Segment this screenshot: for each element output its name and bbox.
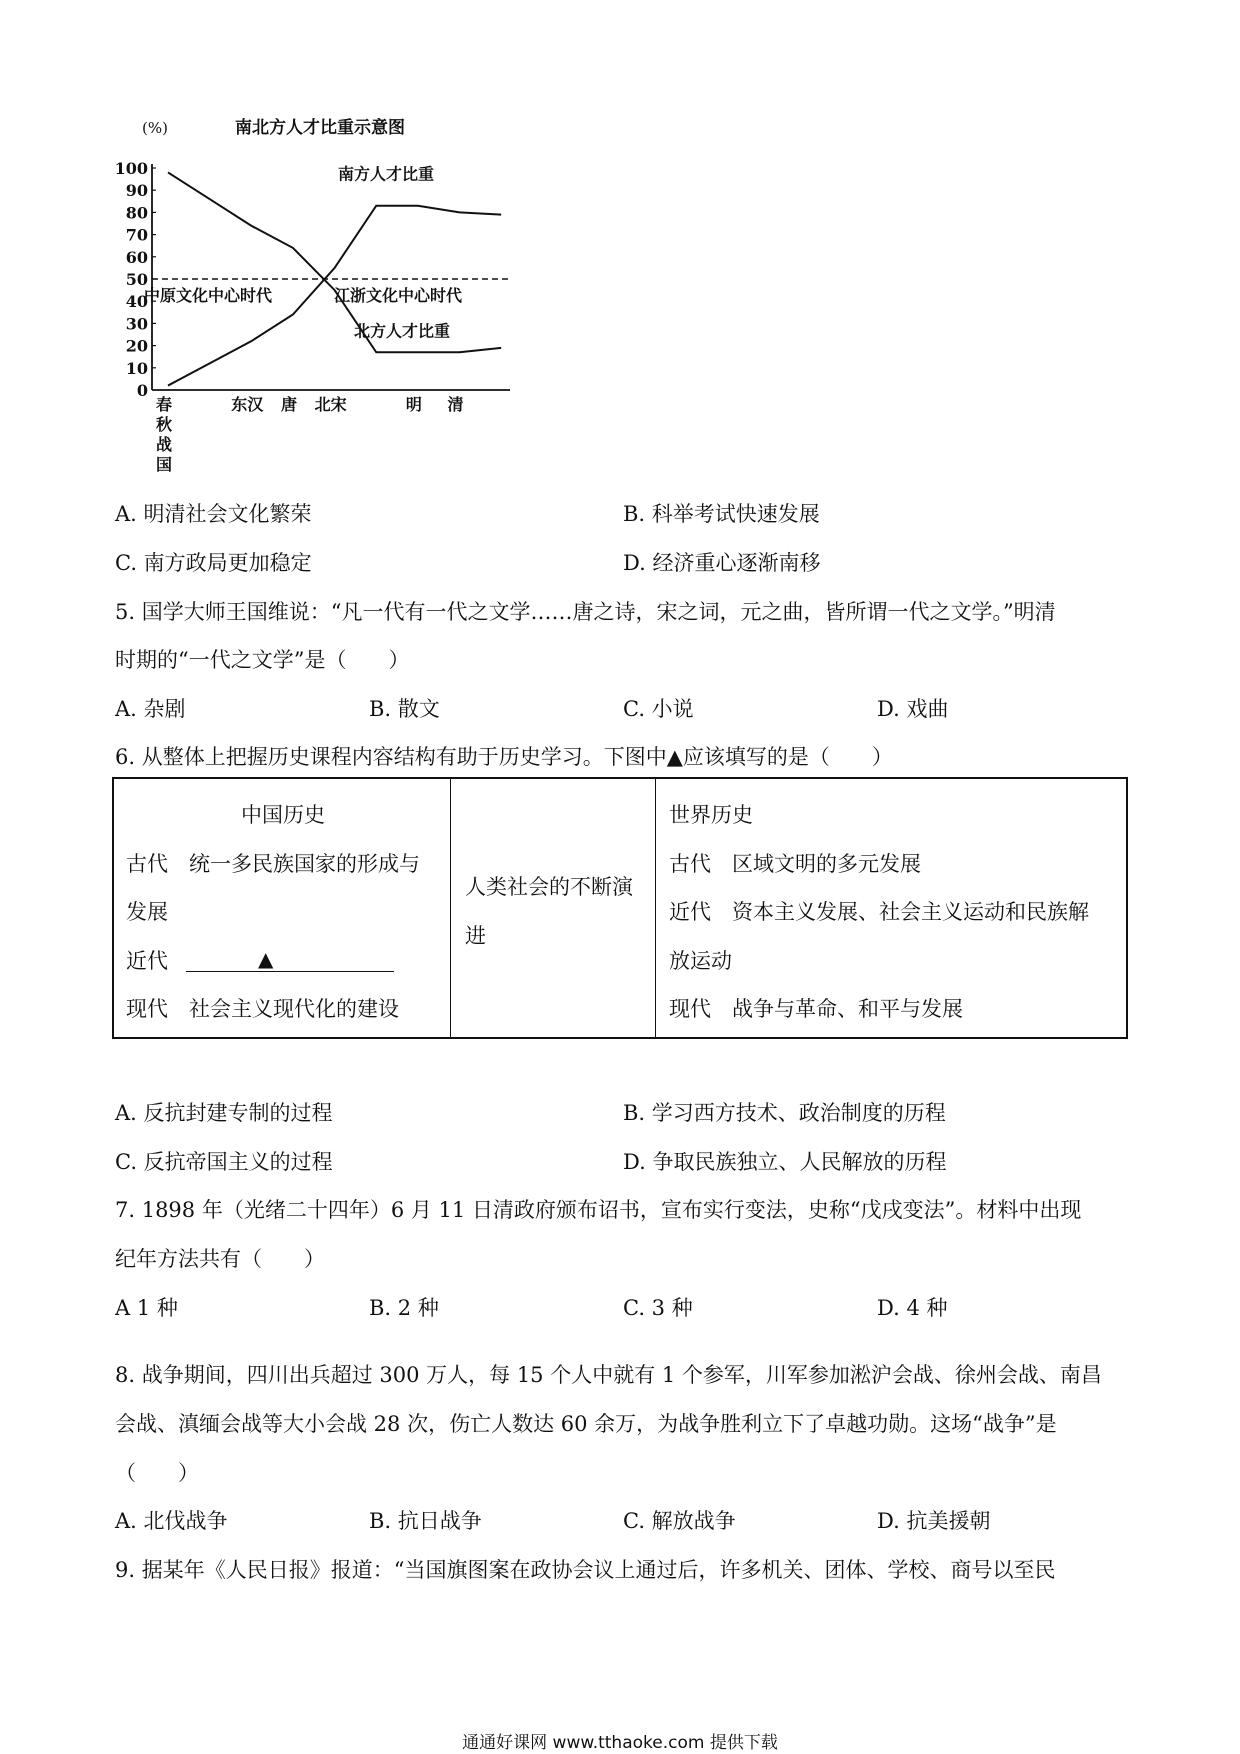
north-series-label: 北方人才比重	[354, 321, 451, 341]
talent-ratio-chart	[110, 110, 530, 480]
q6-course-structure-table	[112, 777, 1128, 1039]
x-tick-label: 唐	[280, 395, 297, 414]
x-tick-label: 北宋	[314, 395, 347, 414]
q6-option-a: A. 反抗封建专制的过程	[115, 1101, 333, 1125]
x-tick-label: 明	[405, 395, 422, 414]
q7-stem-line2: 纪年方法共有（ ）	[115, 1247, 325, 1271]
x-tick-label: 秋	[155, 415, 173, 434]
triangle-marker: ▲	[258, 947, 274, 971]
q9-stem-line1: 9. 据某年《人民日报》报道：“当国旗图案在政协会议上通过后，许多机关、团体、学校、商号以至民	[115, 1558, 1056, 1582]
world-ancient-line: 古代 区域文明的多元发展	[669, 852, 921, 876]
middle-line2: 进	[465, 924, 486, 948]
world-history-column	[656, 779, 1126, 1037]
y-tick-label: 50	[125, 270, 148, 289]
world-modern-line2: 放运动	[669, 949, 732, 973]
y-tick-label: 80	[125, 203, 148, 223]
y-axis-unit: (%)	[142, 119, 168, 137]
q8-stem-line1: 8. 战争期间，四川出兵超过 300 万人，每 15 个人中就有 1 个参军，川军参加淞沪会战、徐州会战、南昌	[115, 1363, 1102, 1387]
q8-option-c: C. 解放战争	[623, 1509, 736, 1533]
china-ancient-line2: 发展	[126, 900, 168, 924]
q6-option-b: B. 学习西方技术、政治制度的历程	[623, 1101, 946, 1125]
q8-option-d: D. 抗美援朝	[877, 1509, 991, 1533]
y-tick-label: 60	[125, 247, 148, 267]
q6-stem: 6. 从整体上把握历史课程内容结构有助于历史学习。下图中▲应该填写的是（ ）	[115, 745, 893, 769]
q8-stem-line3: （ ）	[115, 1461, 199, 1485]
y-tick-label: 30	[125, 314, 148, 334]
q5-stem-line1: 5. 国学大师王国维说：“凡一代有一代之文学……唐之诗，宋之词，元之曲，皆所谓一代之文学。”明清	[115, 600, 1056, 624]
q6-option-d: D. 争取民族独立、人民解放的历程	[623, 1150, 947, 1174]
q5-option-a: A. 杂剧	[115, 697, 186, 721]
south-series-label: 南方人才比重	[338, 164, 435, 184]
q7-option-a: A 1 种	[115, 1296, 178, 1320]
q7-stem-line1: 7. 1898 年（光绪二十四年）6 月 11 日清政府颁布诏书，宣布实行变法，史称“戊戌变法”。材料中出现	[115, 1198, 1082, 1222]
q5-option-c: C. 小说	[623, 697, 694, 721]
q4-option-a: A. 明清社会文化繁荣	[115, 502, 312, 526]
y-tick-label: 0	[136, 381, 148, 400]
q7-option-c: C. 3 种	[623, 1296, 693, 1320]
world-contemporary-line: 现代 战争与革命、和平与发展	[669, 997, 963, 1021]
q5-option-b: B. 散文	[369, 697, 440, 721]
q8-option-a: A. 北伐战争	[115, 1509, 228, 1533]
y-tick-label: 40	[125, 292, 148, 312]
north-talent-line	[168, 172, 501, 352]
y-tick-label: 90	[125, 181, 148, 201]
q8-stem-line2: 会战、滇缅会战等大小会战 28 次，伤亡人数达 60 余万，为战争胜利立下了卓越功勋。这场“战争”是	[115, 1412, 1057, 1436]
q4-option-c: C. 南方政局更加稳定	[115, 551, 312, 575]
middle-column	[451, 779, 656, 1037]
x-tick-label: 战	[155, 435, 173, 454]
page-footer: 通通好课网 www.tthaoke.com 提供下载	[462, 1733, 778, 1753]
world-history-title: 世界历史	[669, 803, 753, 827]
y-tick-label: 10	[125, 358, 148, 378]
china-ancient-line1: 古代 统一多民族国家的形成与	[126, 852, 420, 876]
q4-option-d: D. 经济重心逐渐南移	[623, 551, 821, 575]
answer-blank	[186, 947, 394, 972]
q4-option-b: B. 科举考试快速发展	[623, 502, 820, 526]
world-modern-line1: 近代 资本主义发展、社会主义运动和民族解	[669, 900, 1089, 924]
central-plains-annotation: 中原文化中心时代	[144, 286, 273, 305]
jiangzhe-annotation: 江浙文化中心时代	[334, 286, 463, 305]
china-history-column	[114, 779, 451, 1037]
china-contemporary-line: 现代 社会主义现代化的建设	[126, 997, 399, 1021]
china-modern-line	[126, 949, 394, 973]
q6-option-c: C. 反抗帝国主义的过程	[115, 1150, 333, 1174]
china-history-title: 中国历史	[241, 803, 325, 827]
q5-stem-line2: 时期的“一代之文学”是（ ）	[115, 648, 410, 672]
chart-title: 南北方人才比重示意图	[235, 118, 405, 138]
q5-option-d: D. 戏曲	[877, 697, 949, 721]
china-modern-label: 近代	[126, 949, 168, 973]
q8-option-b: B. 抗日战争	[369, 1509, 482, 1533]
x-tick-label: 清	[447, 395, 464, 414]
x-tick-label: 春	[155, 395, 173, 414]
q7-option-b: B. 2 种	[369, 1296, 439, 1320]
y-tick-label: 100	[114, 159, 148, 178]
q7-option-d: D. 4 种	[877, 1296, 948, 1320]
x-tick-label: 东汉	[231, 395, 264, 414]
y-tick-label: 20	[125, 336, 148, 356]
y-tick-label: 70	[125, 225, 148, 245]
x-tick-label: 国	[155, 455, 173, 474]
middle-line1: 人类社会的不断演	[465, 875, 633, 899]
